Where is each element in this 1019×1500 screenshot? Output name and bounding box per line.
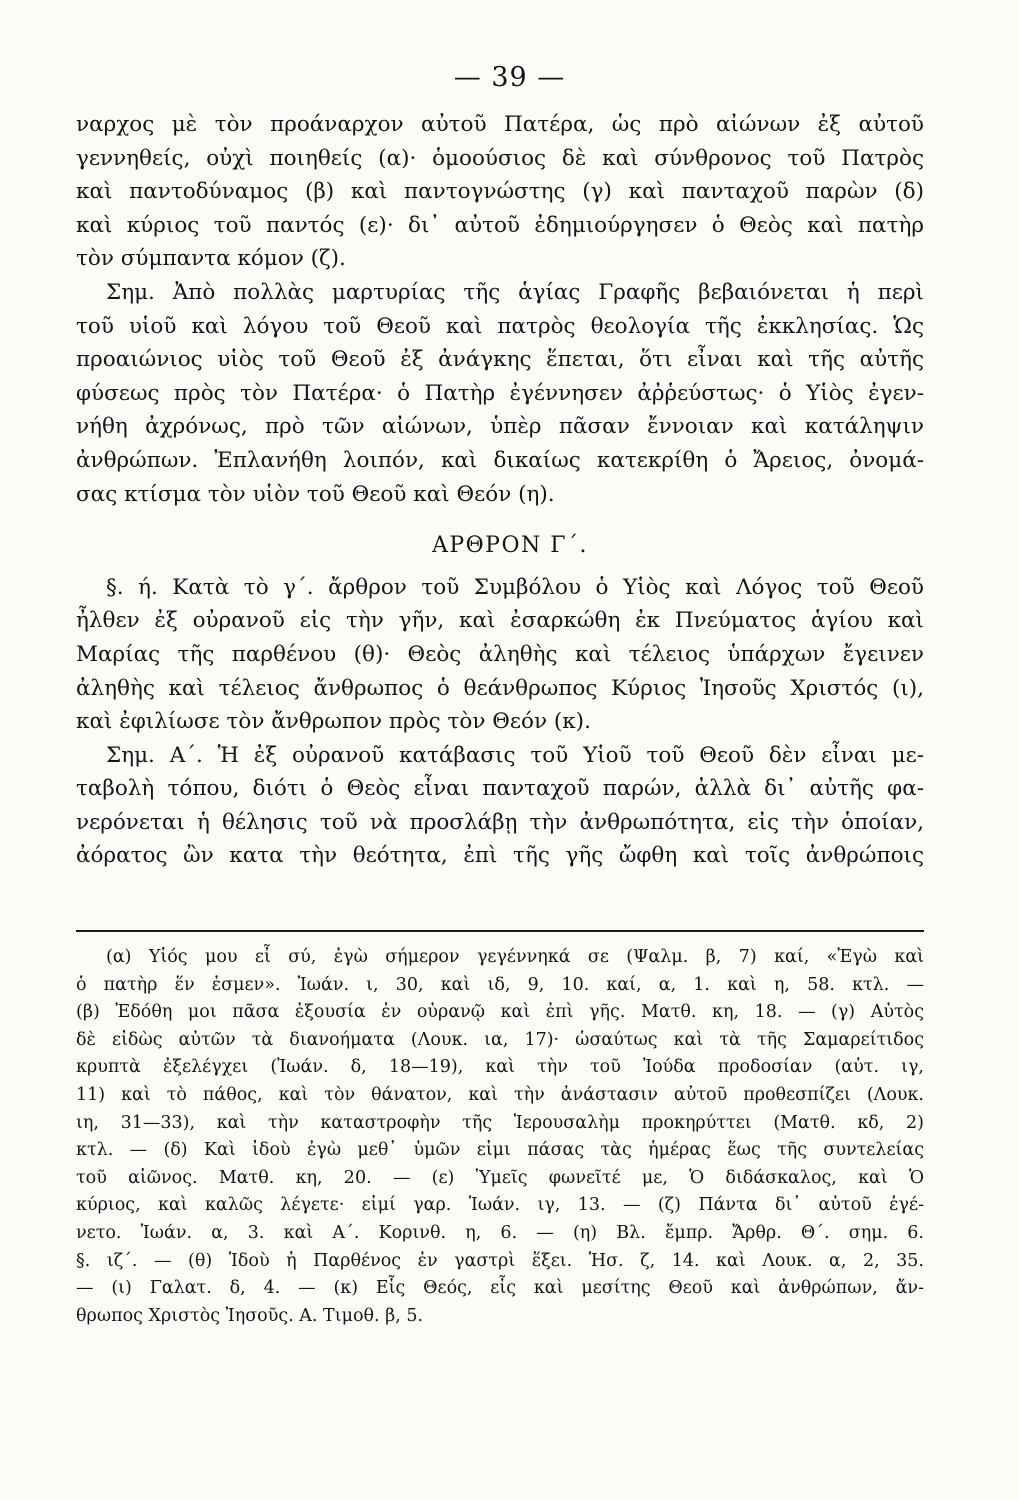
footnote-line: κτλ. — (δ) Καὶ ἰδοὺ ἐγὼ μεθ᾽ ὑμῶν εἰμι πάσας τὰς ἡμέρας ἕως τῆς συντελείας	[76, 1140, 924, 1161]
footnote-line: κρυπτὰ ἐξελέγχει (Ἰωάν. δ, 18—19), καὶ τὴν τοῦ Ἰούδα προδοσίαν (αὐτ. ιγ,	[76, 1057, 924, 1078]
note-line: ταβολὴ τόπου, διότι ὁ Θεὸς εἶναι πανταχοῦ παρών, ἀλλὰ δι᾽ αὐτῆς φα-	[76, 776, 924, 802]
note-line: Σημ. Ἀπὸ πολλὰς μαρτυρίας τῆς ἁγίας Γραφῆς βεβαιόνεται ἡ περὶ	[106, 279, 924, 305]
footnote-line: §. ιζ΄. — (θ) Ἰδοὺ ἡ Παρθένος ἐν γαστρὶ ἕξει. Ἡσ. ζ, 14. καὶ Λουκ. α, 2, 35.	[76, 1250, 924, 1271]
main-text	[76, 108, 924, 873]
article-line: ἀληθὴς καὶ τέλειος ἄνθρωπος ὁ θεάνθρωπος Κύριος Ἰησοῦς Χριστός (ι),	[76, 675, 924, 701]
footnote-line: (β) Ἐδόθη μοι πᾶσα ἐξουσία ἐν οὐρανῷ καὶ ἐπὶ γῆς. Ματθ. κη, 18. — (γ) Αὐτὸς	[76, 1002, 924, 1023]
text-line: τὸν σύμπαντα κόμον (ζ).	[76, 246, 346, 272]
note-line: τοῦ υἱοῦ καὶ λόγου τοῦ Θεοῦ καὶ πατρὸς θεολογία τῆς ἐκκλησίας. Ὡς	[76, 313, 924, 339]
note-line: νήθη ἀχρόνως, πρὸ τῶν αἰώνων, ὑπὲρ πᾶσαν ἔννοιαν καὶ κατάληψιν	[76, 414, 924, 440]
text-line: ναρχος μὲ τὸν προάναρχον αὐτοῦ Πατέρα, ὡς πρὸ αἰώνων ἐξ αὐτοῦ	[76, 112, 924, 137]
footnote-line: θρωπος Χριστὸς Ἰησοῦς. Α. Τιμοθ. β, 5.	[76, 1305, 424, 1326]
footnote-line: τοῦ αἰῶνος. Ματθ. κη, 20. — (ε) Ὑμεῖς φωνεῖτέ με, Ὁ διδάσκαλος, καὶ Ὁ	[76, 1167, 924, 1188]
footnote-line: 11) καὶ τὸ πάθος, καὶ τὸν θάνατον, καὶ τὴν ἀνάστασιν αὐτοῦ προθεσπίζει (Λουκ.	[76, 1084, 924, 1105]
note-line: ἀόρατος ὢν κατα τὴν θεότητα, ἐπὶ τῆς γῆς ὤφθη καὶ τοῖς ἀνθρώποις	[76, 843, 924, 869]
note-line: ἀνθρώπων. Ἐπλανήθη λοιπόν, καὶ δικαίως κατεκρίθη ὁ Ἄρειος, ὀνομά-	[76, 447, 924, 473]
footnote-line: κύριος, καὶ καλῶς λέγετε· εἰμί γαρ. Ἰωάν. ιγ, 13. — (ζ) Πάντα δι᾽ αὐτοῦ ἐγέ-	[76, 1195, 924, 1216]
footnote-divider	[76, 930, 924, 932]
footnote-line: νετο. Ἰωάν. α, 3. καὶ Α΄. Κορινθ. η, 6. — (η) Βλ. ἔμπρ. Ἄρθρ. Θ΄. σημ. 6.	[76, 1222, 924, 1243]
text-line: καὶ παντοδύναμος (β) καὶ παντογνώστης (γ) καὶ πανταχοῦ παρὼν (δ)	[76, 179, 924, 205]
text-line: καὶ κύριος τοῦ παντός (ε)· δι᾽ αὐτοῦ ἐδημιούργησεν ὁ Θεὸς καὶ πατὴρ	[76, 212, 924, 238]
footnotes	[76, 944, 924, 1330]
footnote-line: ὁ πατὴρ ἕν ἐσμεν». Ἰωάν. ι, 30, καὶ ιδ, 9, 10. καί, α, 1. καὶ η, 58. κτλ. —	[76, 974, 924, 995]
note-line: προαιώνιος υἱὸς τοῦ Θεοῦ ἐξ ἀνάγκης ἕπεται, ὅτι εἶναι καὶ τῆς αὐτῆς	[76, 347, 924, 373]
note-line: νερόνεται ἡ θέλησις τοῦ νὰ προσλάβῃ τὴν ἀνθρωπότητα, εἰς τὴν ὁποίαν,	[76, 809, 924, 835]
article-line: καὶ ἐφιλίωσε τὸν ἄνθρωπον πρὸς τὸν Θεόν (κ).	[76, 709, 591, 735]
article-line: §. ή. Κατὰ τὸ γ΄. ἄρθρον τοῦ Συμβόλου ὁ Υἱὸς καὶ Λόγος τοῦ Θεοῦ	[106, 574, 924, 600]
article-line: ἦλθεν ἐξ οὐρανοῦ εἰς τὴν γῆν, καὶ ἐσαρκώθη ἐκ Πνεύματος ἁγίου καὶ	[76, 608, 924, 634]
note-line: σας κτίσμα τὸν υἱὸν τοῦ Θεοῦ καὶ Θεόν (η).	[76, 481, 555, 507]
footnote-line: — (ι) Γαλατ. δ, 4. — (κ) Εἷς Θεός, εἷς καὶ μεσίτης Θεοῦ καὶ ἀνθρώπων, ἄν-	[76, 1278, 924, 1299]
article-heading: ΑΡΘΡΟΝ Γ΄.	[431, 533, 589, 559]
note-line: φύσεως πρὸς τὸν Πατέρα· ὁ Πατὴρ ἐγέννησεν ἀῤῥεύστως· ὁ Υἱὸς ἐγεν-	[76, 380, 924, 406]
article-line: Μαρίας τῆς παρθένου (θ)· Θεὸς ἀληθὴς καὶ τέλειος ὑπάρχων ἔγεινεν	[76, 641, 924, 667]
footnote-line: δὲ εἰδὼς αὐτῶν τὰ διανοήματα (Λουκ. ια, 17)· ὡσαύτως καὶ τὰ τῆς Σαμαρείτιδος	[76, 1029, 924, 1050]
text-line: γεννηθείς, οὐχὶ ποιηθείς (α)· ὁμοούσιος δὲ καὶ σύνθρονος τοῦ Πατρὸς	[76, 145, 924, 171]
footnote-line: (α) Υἱός μου εἶ σύ, ἐγὼ σήμερον γεγέννηκά σε (Ψαλμ. β, 7) καί, «Ἐγὼ καὶ	[106, 947, 924, 967]
page-number: — 39 —	[453, 62, 566, 93]
note-line: Σημ. Α΄. Ἡ ἐξ οὐρανοῦ κατάβασις τοῦ Υἱοῦ τοῦ Θεοῦ δὲν εἶναι με-	[106, 742, 924, 768]
footnote-line: ιη, 31—33), καὶ τὴν καταστροφὴν τῆς Ἱερουσαλὴμ προκηρύττει (Ματθ. κδ, 2)	[76, 1112, 924, 1133]
